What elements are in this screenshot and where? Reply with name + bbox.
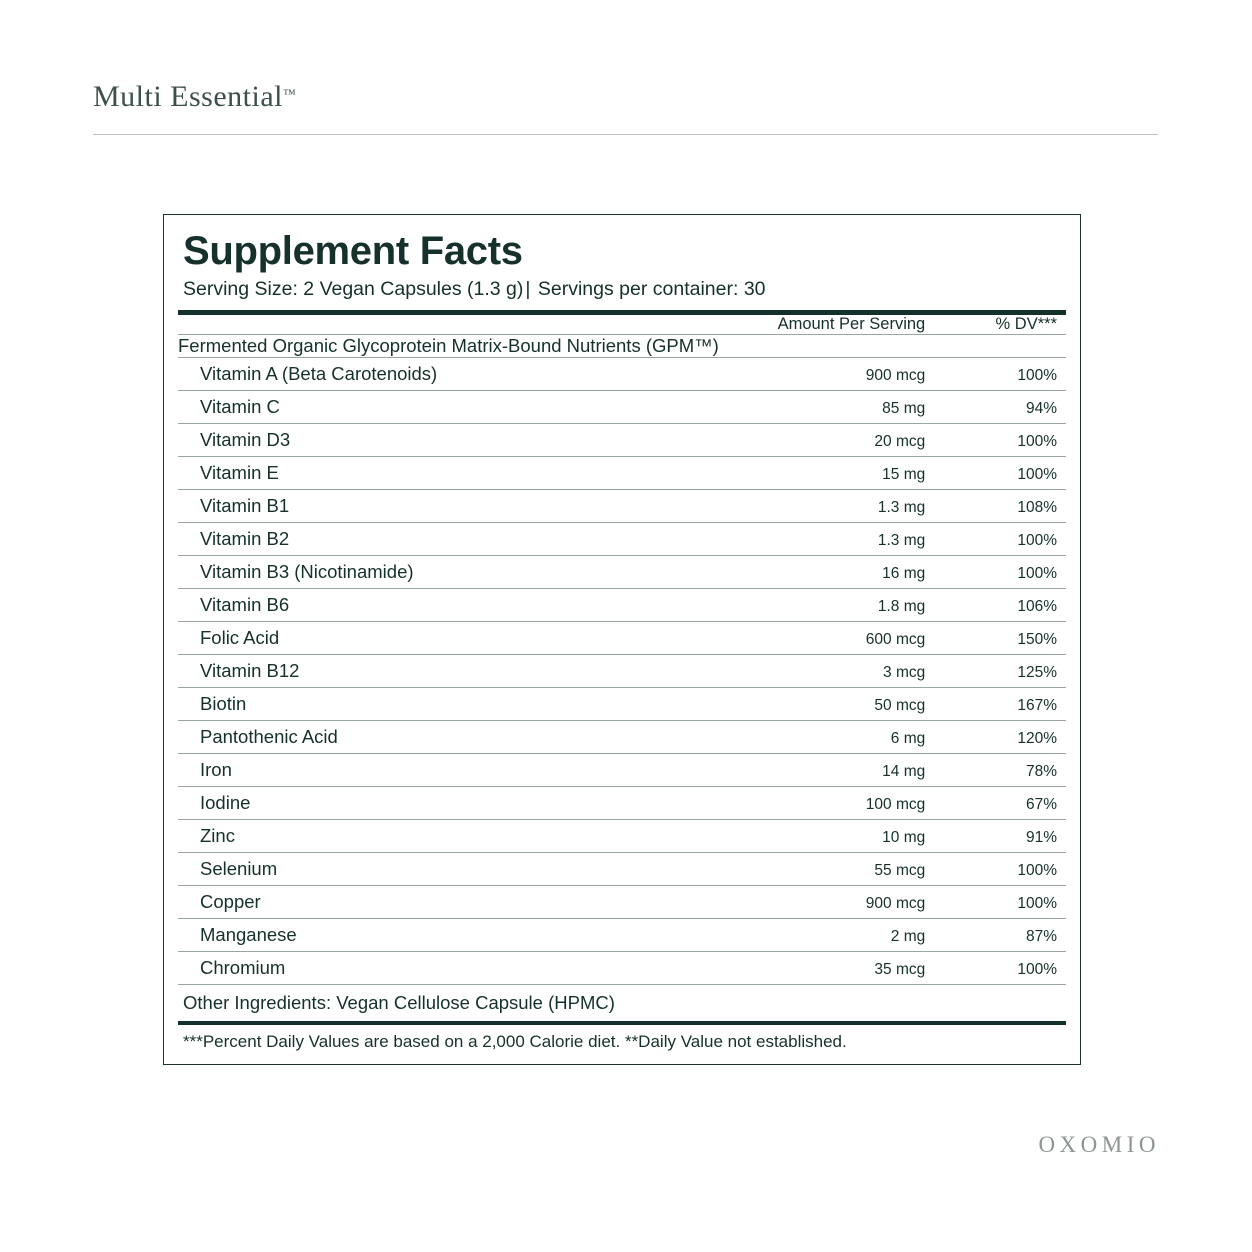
- nutrient-dv: 167%: [937, 687, 1066, 720]
- other-ingredients-label: Other Ingredients:: [183, 991, 332, 1013]
- nutrient-name: Pantothenic Acid: [178, 720, 737, 753]
- nutrient-amount: 85 mg: [737, 390, 937, 423]
- table-row: [178, 390, 1066, 423]
- servings-per-container: Servings per container: 30: [537, 277, 766, 300]
- nutrient-amount: 900 mcg: [737, 885, 937, 918]
- nutrient-dv: 150%: [937, 621, 1066, 654]
- nutrient-dv: 78%: [937, 753, 1066, 786]
- daily-value-footnote: ***Percent Daily Values are based on a 2,000 Calorie diet. **Daily Value not established.: [183, 1031, 847, 1051]
- nutrient-amount: 100 mcg: [737, 786, 937, 819]
- nutrient-name: Vitamin B1: [178, 489, 737, 522]
- table-row: [178, 588, 1066, 621]
- nutrient-dv: 100%: [937, 852, 1066, 885]
- nutrient-amount: 900 mcg: [737, 357, 937, 390]
- nutrient-amount: 14 mg: [737, 753, 937, 786]
- nutrient-name: Manganese: [178, 918, 737, 951]
- nutrient-name: Vitamin B3 (Nicotinamide): [178, 555, 737, 588]
- table-row: [178, 720, 1066, 753]
- nutrition-table: [178, 315, 1066, 1021]
- table-row: [178, 885, 1066, 918]
- nutrient-name: Vitamin B6: [178, 588, 737, 621]
- table-row: [178, 786, 1066, 819]
- nutrient-name: Iron: [178, 753, 737, 786]
- nutrient-amount: 15 mg: [737, 456, 937, 489]
- nutrient-dv: 100%: [937, 951, 1066, 984]
- table-row: [178, 456, 1066, 489]
- table-row: [178, 951, 1066, 984]
- nutrient-dv: 100%: [937, 555, 1066, 588]
- nutrient-amount: 50 mcg: [737, 687, 937, 720]
- nutrient-amount: 1.3 mg: [737, 522, 937, 555]
- nutrient-dv: 125%: [937, 654, 1066, 687]
- nutrient-dv: 91%: [937, 819, 1066, 852]
- nutrient-amount: 1.3 mg: [737, 489, 937, 522]
- header-divider: [93, 134, 1158, 135]
- nutrient-amount: 2 mg: [737, 918, 937, 951]
- table-row: [178, 819, 1066, 852]
- nutrient-name: Zinc: [178, 819, 737, 852]
- table-row: [178, 918, 1066, 951]
- nutrient-dv: 100%: [937, 456, 1066, 489]
- other-ingredients-note: (HPMC): [548, 991, 615, 1013]
- nutrient-dv: 67%: [937, 786, 1066, 819]
- nutrient-group-heading-row: [178, 334, 1066, 357]
- other-ingredients-value: Vegan Cellulose Capsule: [336, 991, 543, 1013]
- nutrient-name: Folic Acid: [178, 621, 737, 654]
- nutrient-name: Copper: [178, 885, 737, 918]
- product-name: Multi Essential: [93, 80, 283, 113]
- nutrient-name: Iodine: [178, 786, 737, 819]
- nutrient-dv: 87%: [937, 918, 1066, 951]
- nutrient-amount: 10 mg: [737, 819, 937, 852]
- table-row: [178, 852, 1066, 885]
- table-row: [178, 753, 1066, 786]
- supplement-facts-title: Supplement Facts: [183, 229, 523, 273]
- serving-size: Serving Size: 2 Vegan Capsules (1.3 g): [183, 277, 524, 300]
- nutrient-name: Vitamin E: [178, 456, 737, 489]
- nutrient-name: Biotin: [178, 687, 737, 720]
- other-ingredients: [178, 984, 1066, 1021]
- footer-brand-logo: OXOMIO: [1038, 1132, 1160, 1157]
- brand-header: [93, 80, 1158, 114]
- page-title: [93, 80, 1158, 114]
- nutrient-dv: 100%: [937, 423, 1066, 456]
- nutrient-amount: 600 mcg: [737, 621, 937, 654]
- serving-separator: |: [525, 277, 531, 300]
- nutrient-name: Vitamin D3: [178, 423, 737, 456]
- nutrient-group-heading: Fermented Organic Glycoprotein Matrix-Bound Nutrients (GPM™): [178, 334, 1066, 357]
- column-header-name: [178, 315, 737, 335]
- column-header-dv: % DV***: [995, 314, 1057, 333]
- nutrient-name: Vitamin B12: [178, 654, 737, 687]
- nutrient-dv: 120%: [937, 720, 1066, 753]
- table-header-row: [178, 315, 1066, 335]
- table-row: [178, 654, 1066, 687]
- nutrient-name: Vitamin B2: [178, 522, 737, 555]
- nutrient-amount: 1.8 mg: [737, 588, 937, 621]
- nutrient-amount: 6 mg: [737, 720, 937, 753]
- nutrient-name: Vitamin A (Beta Carotenoids): [178, 357, 737, 390]
- table-row: [178, 555, 1066, 588]
- table-row: [178, 522, 1066, 555]
- nutrient-dv: 108%: [937, 489, 1066, 522]
- table-row: [178, 489, 1066, 522]
- trademark-symbol: ™: [283, 86, 297, 101]
- nutrient-name: Selenium: [178, 852, 737, 885]
- table-row: [178, 423, 1066, 456]
- table-row: [178, 357, 1066, 390]
- column-header-amount: Amount Per Serving: [777, 314, 926, 333]
- nutrient-amount: 20 mcg: [737, 423, 937, 456]
- nutrient-dv: 106%: [937, 588, 1066, 621]
- nutrient-dv: 94%: [937, 390, 1066, 423]
- nutrient-amount: 3 mcg: [737, 654, 937, 687]
- supplement-facts-panel: [163, 214, 1081, 1065]
- nutrient-amount: 16 mg: [737, 555, 937, 588]
- serving-info: [178, 278, 1066, 301]
- table-row: [178, 687, 1066, 720]
- nutrient-name: Chromium: [178, 951, 737, 984]
- nutrient-amount: 35 mcg: [737, 951, 937, 984]
- nutrient-name: Vitamin C: [178, 390, 737, 423]
- table-row: [178, 621, 1066, 654]
- nutrient-dv: 100%: [937, 357, 1066, 390]
- other-ingredients-row: [178, 984, 1066, 1021]
- nutrient-amount: 55 mcg: [737, 852, 937, 885]
- nutrient-dv: 100%: [937, 522, 1066, 555]
- nutrient-dv: 100%: [937, 885, 1066, 918]
